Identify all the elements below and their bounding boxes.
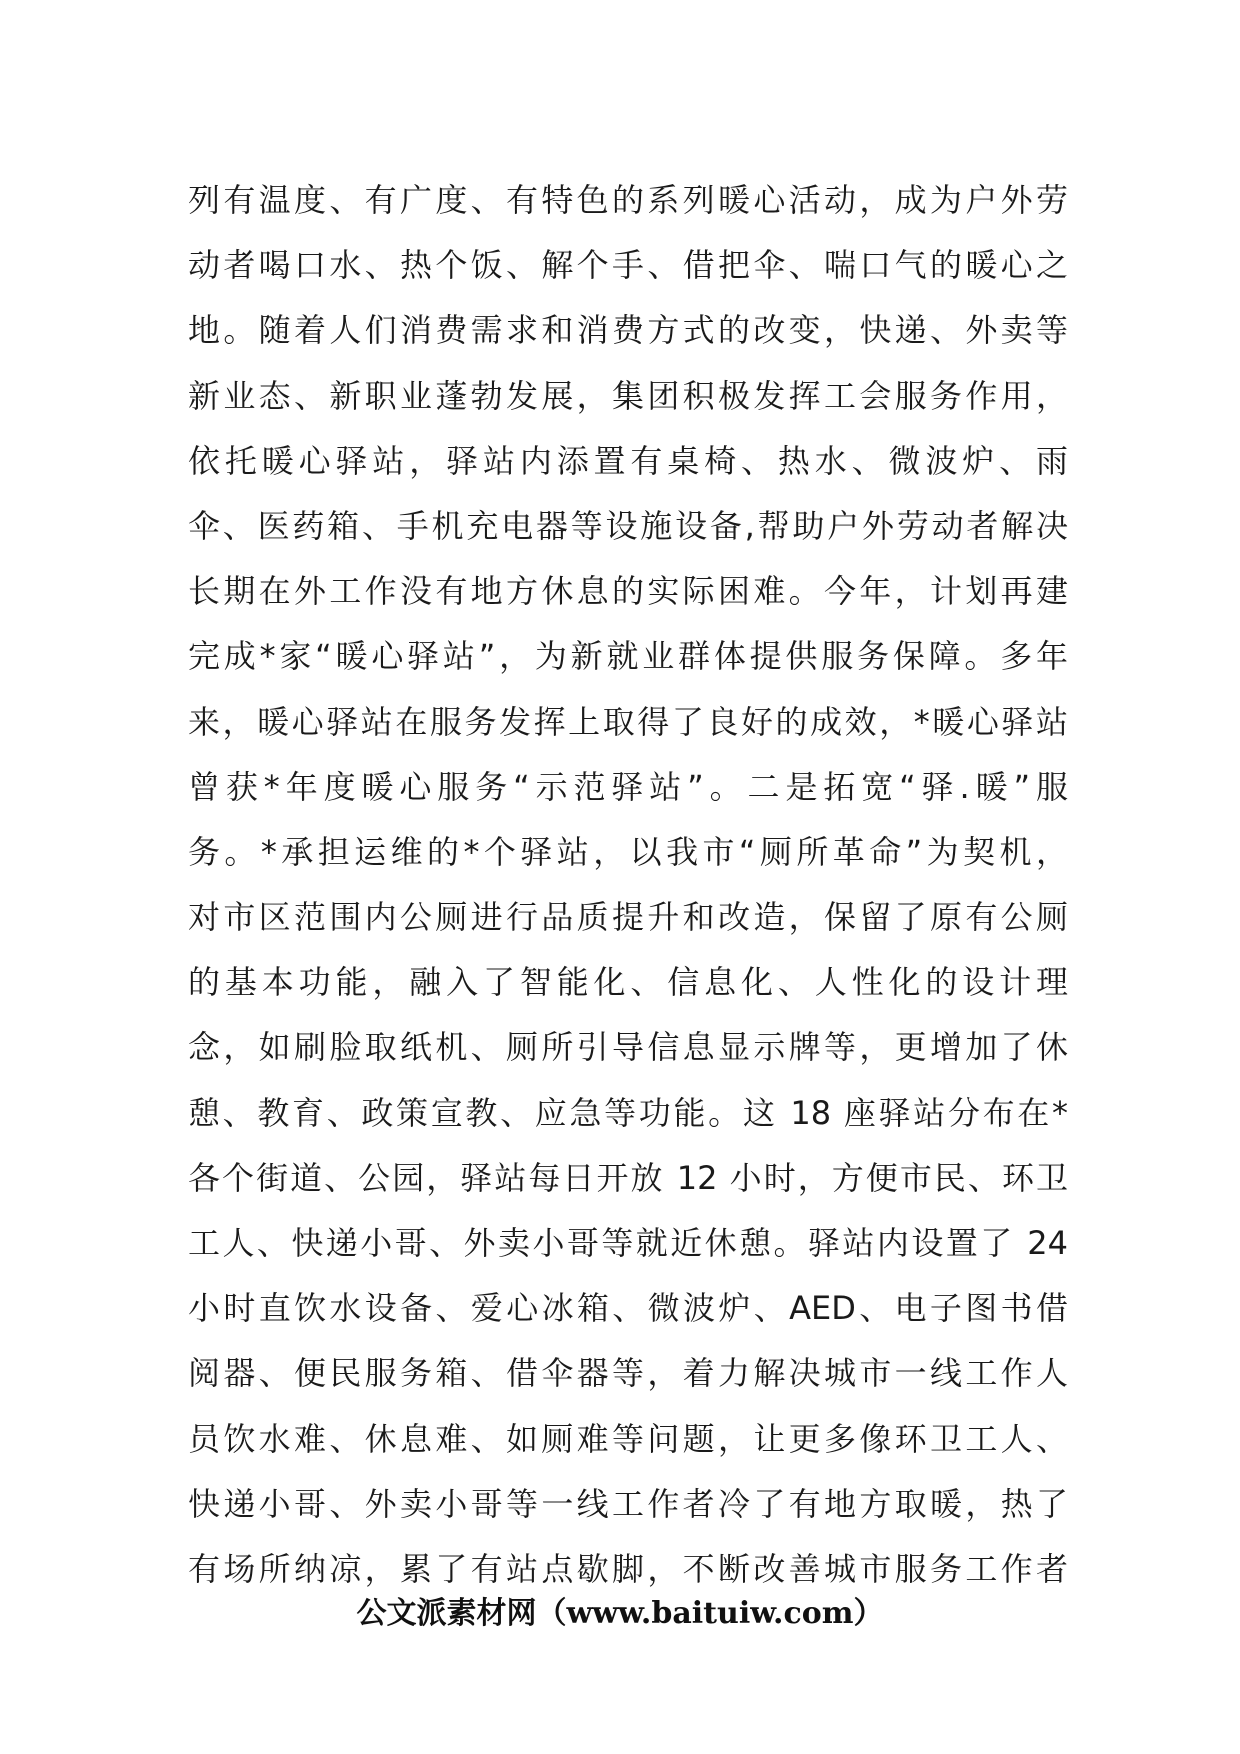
text-line: 伞、医药箱、手机充电器等设施设备,帮助户外劳动者解决 <box>188 506 1068 545</box>
text-line: 曾获*年度暖心服务“示范驿站”。二是拓宽“驿.暖”服 <box>188 767 1068 806</box>
text-line: 员饮水难、休息难、如厕难等问题，让更多像环卫工人、 <box>188 1419 1068 1458</box>
text-line: 来，暖心驿站在服务发挥上取得了良好的成效，*暖心驿站 <box>188 702 1068 741</box>
text-line: 务。*承担运维的*个驿站，以我市“厕所革命”为契机， <box>188 832 1068 871</box>
text-line: 完成*家“暖心驿站”，为新就业群体提供服务保障。多年 <box>188 637 1068 676</box>
body-text <box>188 168 1068 1602</box>
text-line: 新业态、新职业蓬勃发展，集团积极发挥工会服务作用， <box>188 376 1068 415</box>
text-line: 地。随着人们消费需求和消费方式的改变，快递、外卖等 <box>188 311 1068 350</box>
text-line: 有场所纳凉，累了有站点歇脚，不断改善城市服务工作者 <box>188 1549 1068 1588</box>
footer-watermark: 公文派素材网（www.baituiw.com） <box>356 1596 884 1631</box>
text-line: 念，如刷脸取纸机、厕所引导信息显示牌等，更增加了休 <box>188 1028 1068 1067</box>
text-line: 依托暖心驿站，驿站内添置有桌椅、热水、微波炉、雨 <box>188 441 1068 480</box>
text-line: 快递小哥、外卖小哥等一线工作者冷了有地方取暖，热了 <box>188 1484 1068 1523</box>
text-line: 各个街道、公园，驿站每日开放 12 小时，方便市民、环卫 <box>188 1158 1068 1197</box>
text-line: 阅器、便民服务箱、借伞器等，着力解决城市一线工作人 <box>188 1354 1068 1393</box>
text-line: 憩、教育、政策宣教、应急等功能。这 18 座驿站分布在* <box>188 1093 1068 1132</box>
text-line: 的基本功能，融入了智能化、信息化、人性化的设计理 <box>188 963 1068 1002</box>
text-line: 小时直饮水设备、爱心冰箱、微波炉、AED、电子图书借 <box>188 1289 1068 1328</box>
text-line: 列有温度、有广度、有特色的系列暖心活动，成为户外劳 <box>188 181 1068 219</box>
text-line: 工人、快递小哥、外卖小哥等就近休憩。驿站内设置了 24 <box>188 1224 1068 1262</box>
text-line: 对市区范围内公厕进行品质提升和改造，保留了原有公厕 <box>188 898 1068 937</box>
text-line: 长期在外工作没有地方休息的实际困难。今年，计划再建 <box>188 572 1068 611</box>
text-line: 动者喝口水、热个饭、解个手、借把伞、喘口气的暖心之 <box>188 246 1068 285</box>
